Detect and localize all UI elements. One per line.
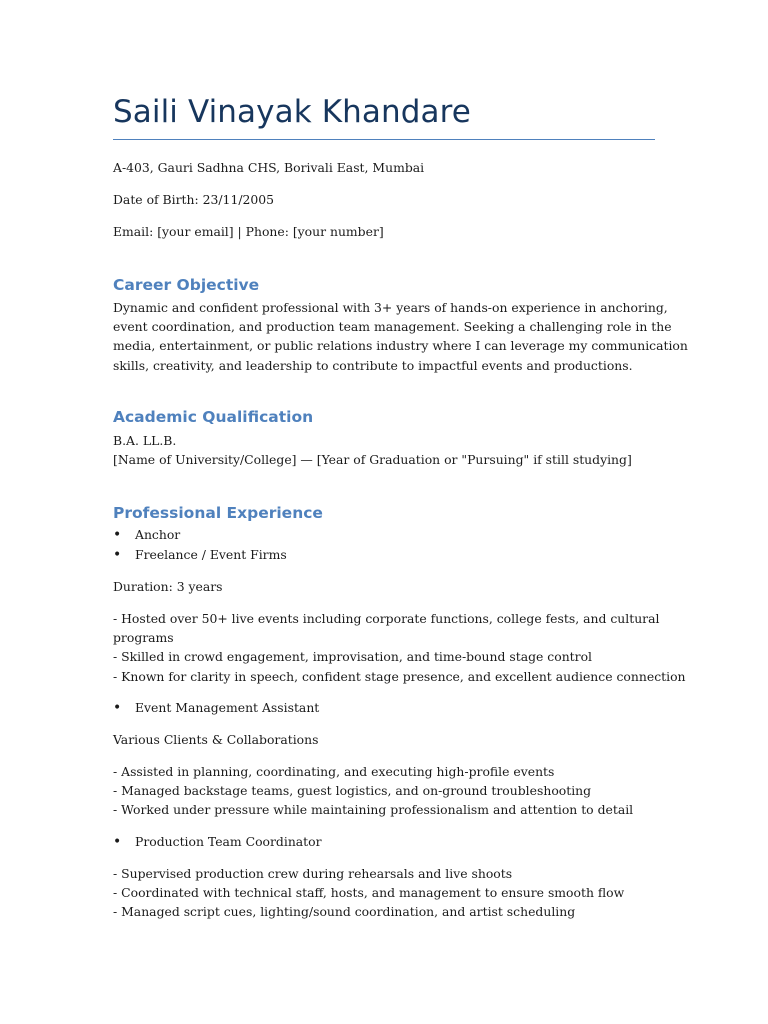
point-line: programs: [113, 630, 174, 646]
role2-org: Various Clients & Collaborations: [113, 732, 319, 747]
role-org: Freelance / Event Firms: [135, 547, 287, 562]
career-line: Dynamic and confident professional with 3+ years of hands-on experience in anchoring,: [113, 300, 668, 315]
point-line: - Known for clarity in speech, confident stage presence, and excellent audience connection: [113, 668, 686, 684]
bullet-icon: •: [113, 834, 122, 850]
role3-points: [113, 864, 655, 922]
role1-points: [113, 609, 686, 686]
point-line: - Managed backstage teams, guest logistics, and on-ground troubleshooting: [113, 783, 592, 799]
career-objective-heading: Career Objective: [113, 276, 260, 294]
duration-line: Duration: 3 years: [113, 579, 223, 594]
address-line: A-403, Gauri Sadhna CHS, Borivali East, Mumbai: [113, 160, 425, 175]
contact-line: Email: [your email] | Phone: [your number]: [113, 224, 384, 239]
point-line: - Hosted over 50+ live events including corporate functions, college fests, and cultural: [113, 611, 660, 626]
point-line: - Supervised production crew during rehearsals and live shoots: [113, 866, 513, 881]
bullet-item: [113, 698, 319, 718]
bullet-icon: •: [113, 527, 122, 543]
point-line: - Worked under pressure while maintaining professionalism and attention to detail: [113, 802, 634, 818]
point-line: - Assisted in planning, coordinating, and executing high-profile events: [113, 764, 555, 779]
role-title: Event Management Assistant: [135, 700, 320, 715]
dob-line: Date of Birth: 23/11/2005: [113, 192, 275, 207]
experience-heading: Professional Experience: [113, 504, 323, 522]
role-title: Production Team Coordinator: [135, 834, 322, 849]
bullet-item: [113, 545, 287, 565]
career-objective-text: [113, 298, 688, 375]
role2-points: [113, 762, 655, 820]
academic-heading: Academic Qualification: [113, 408, 314, 426]
career-line: event coordination, and production team management. Seeking a challenging role in the: [113, 319, 672, 335]
institution-line: [Name of University/College] — [Year of Graduation or "Pursuing" if still studying]: [113, 452, 632, 467]
point-line: - Coordinated with technical staff, hosts, and management to ensure smooth flow: [113, 885, 625, 901]
bullet-icon: •: [113, 547, 122, 563]
candidate-name: Saili Vinayak Khandare: [113, 94, 471, 130]
career-line: media, entertainment, or public relations industry where I can leverage my communication: [113, 338, 688, 354]
point-line: - Managed script cues, lighting/sound coordination, and artist scheduling: [113, 904, 576, 920]
role-title: Anchor: [135, 527, 181, 542]
title-underline: [113, 139, 655, 140]
bullet-icon: •: [113, 700, 122, 716]
bullet-item: [113, 832, 322, 852]
point-line: - Skilled in crowd engagement, improvisation, and time-bound stage control: [113, 649, 593, 665]
bullet-item: [113, 525, 180, 545]
career-line: skills, creativity, and leadership to contribute to impactful events and productions.: [113, 357, 633, 373]
degree-line: B.A. LL.B.: [113, 433, 177, 448]
